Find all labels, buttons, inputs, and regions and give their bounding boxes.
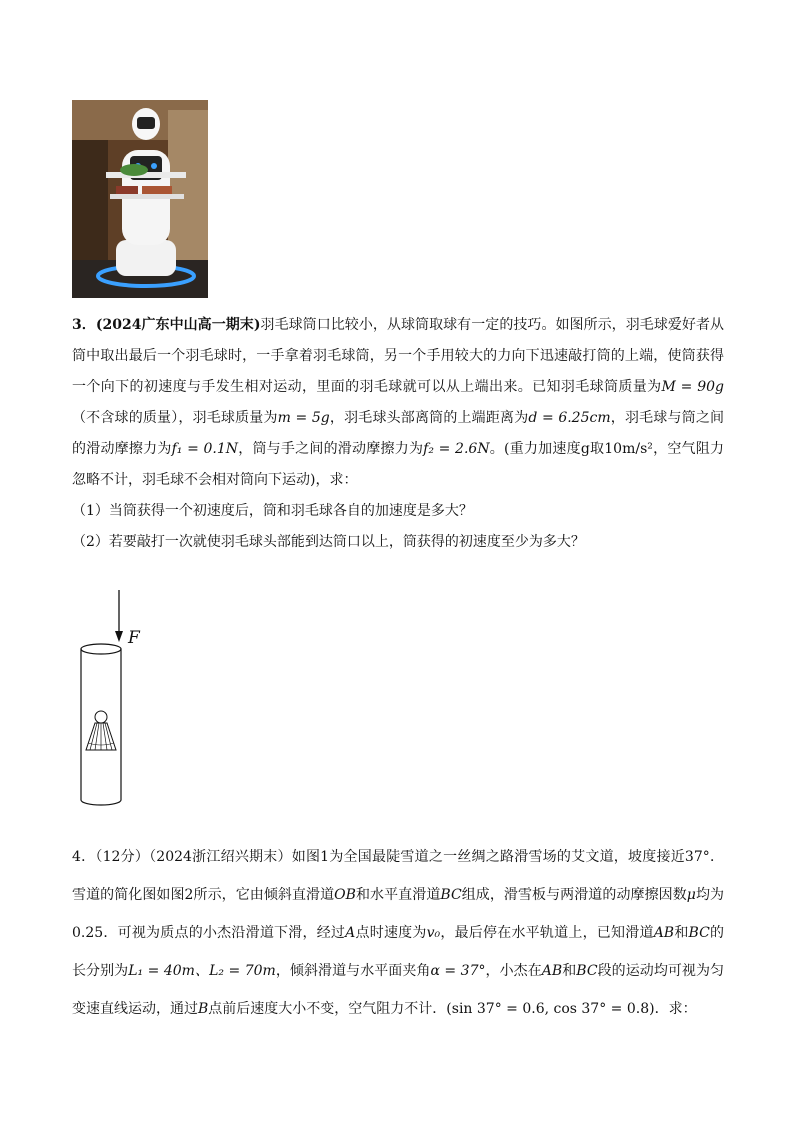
- problem-4-text: 点前后速度大小不变，空气阻力不计．: [208, 1001, 447, 1017]
- problem-4-source: （2024浙江绍兴期末）: [149, 849, 292, 865]
- problem-4-text: 组成，滑雪板与两滑道的动摩擦因数: [461, 887, 687, 903]
- mass-M: M = 90g: [661, 379, 724, 395]
- problem-4: [72, 838, 724, 1028]
- label-AB: AB: [653, 925, 675, 941]
- problem-3-number: 3．: [72, 317, 96, 333]
- problem-3: [72, 310, 724, 558]
- problem-3-text: 。(重力加速度g取10m/s²，空气阻力忽略不计，羽毛球不会相对筒向下运动)，求：: [72, 441, 725, 488]
- problem-4-text: 段的运动均可视为匀变速直线运动，通过: [72, 963, 725, 1017]
- problem-4-text: 和: [674, 925, 689, 941]
- problem-4-text: ，最后停在水平轨道上，已知滑道: [440, 925, 654, 941]
- problem-3-text: ，筒与手之间的滑动摩擦力为: [238, 441, 424, 457]
- problem-4-text: 的长分别为: [72, 925, 725, 979]
- force-label: F: [128, 628, 140, 648]
- shuttlecock-tube-figure: [72, 585, 162, 815]
- mass-m: m = 5g: [277, 410, 330, 426]
- friction-f1: f₁ = 0.1N: [171, 441, 238, 457]
- problem-4-text: 如图1为全国最陡雪道之一丝绸之路滑雪场的艾文道，坡度接近37°．雪道的简化图如图2所示，它由倾斜直滑道: [72, 849, 724, 903]
- problem-4-score: （12分）: [95, 849, 150, 865]
- distance-d: d = 6.25cm: [528, 410, 611, 426]
- label-BC: BC: [688, 925, 710, 941]
- sub-question-1: （1）当筒获得一个初速度后，筒和羽毛球各自的加速度是多大？: [72, 503, 473, 519]
- problem-4-text: ．求：: [654, 1001, 697, 1017]
- label-BC: BC: [440, 887, 462, 903]
- lengths-L1-L2: L₁ = 40m、L₂ = 70m: [128, 963, 276, 979]
- robot-photo: [72, 100, 208, 298]
- problem-4-text: ，倾斜滑道与水平面夹角: [275, 963, 431, 979]
- point-A: A: [345, 925, 356, 941]
- problem-4-text: 均为0.25．可视为质点的小杰沿滑道下滑，经过: [72, 887, 725, 941]
- problem-4-text: 和: [562, 963, 577, 979]
- angle-alpha: α = 37°: [430, 963, 486, 979]
- label-AB: AB: [541, 963, 563, 979]
- point-B: B: [198, 1001, 209, 1017]
- speed-v0: v₀: [426, 925, 441, 941]
- problem-3-text: 羽毛球筒口比较小，从球筒取球有一定的技巧。如图所示，羽毛球爱好者从筒中取出最后一个羽毛球时，一手拿着羽毛球筒，另一个手用较大的力向下迅速敲打筒的上端，使筒获得一个向下的初速度与手发生相对运动，里面的羽毛球就可以从上端出来。已知羽毛球筒质量为: [72, 317, 725, 395]
- friction-coefficient: μ: [686, 887, 696, 903]
- problem-4-text: 和水平直滑道: [355, 887, 441, 903]
- friction-f2: f₂ = 2.6N: [423, 441, 490, 457]
- problem-4-text: ，小杰在: [485, 963, 542, 979]
- shuttlecock-icon: [86, 711, 116, 750]
- label-BC: BC: [576, 963, 598, 979]
- problem-3-text: （不含球的质量），羽毛球质量为: [72, 410, 278, 426]
- sub-question-2: （2）若要敲打一次就使羽毛球头部能到达筒口以上，筒获得的初速度至少为多大？: [72, 534, 585, 550]
- problem-3-text: ，羽毛球头部离筒的上端距离为: [329, 410, 529, 426]
- problem-3-source: (2024广东中山高一期末): [95, 317, 261, 333]
- trig-values: (sin 37° = 0.6, cos 37° = 0.8): [446, 1001, 655, 1017]
- problem-4-number: 4．: [72, 849, 96, 865]
- problem-4-text: 点时速度为: [355, 925, 427, 941]
- problem-3-text: ，羽毛球与筒之间的滑动摩擦力为: [72, 410, 725, 457]
- label-OB: OB: [334, 887, 356, 903]
